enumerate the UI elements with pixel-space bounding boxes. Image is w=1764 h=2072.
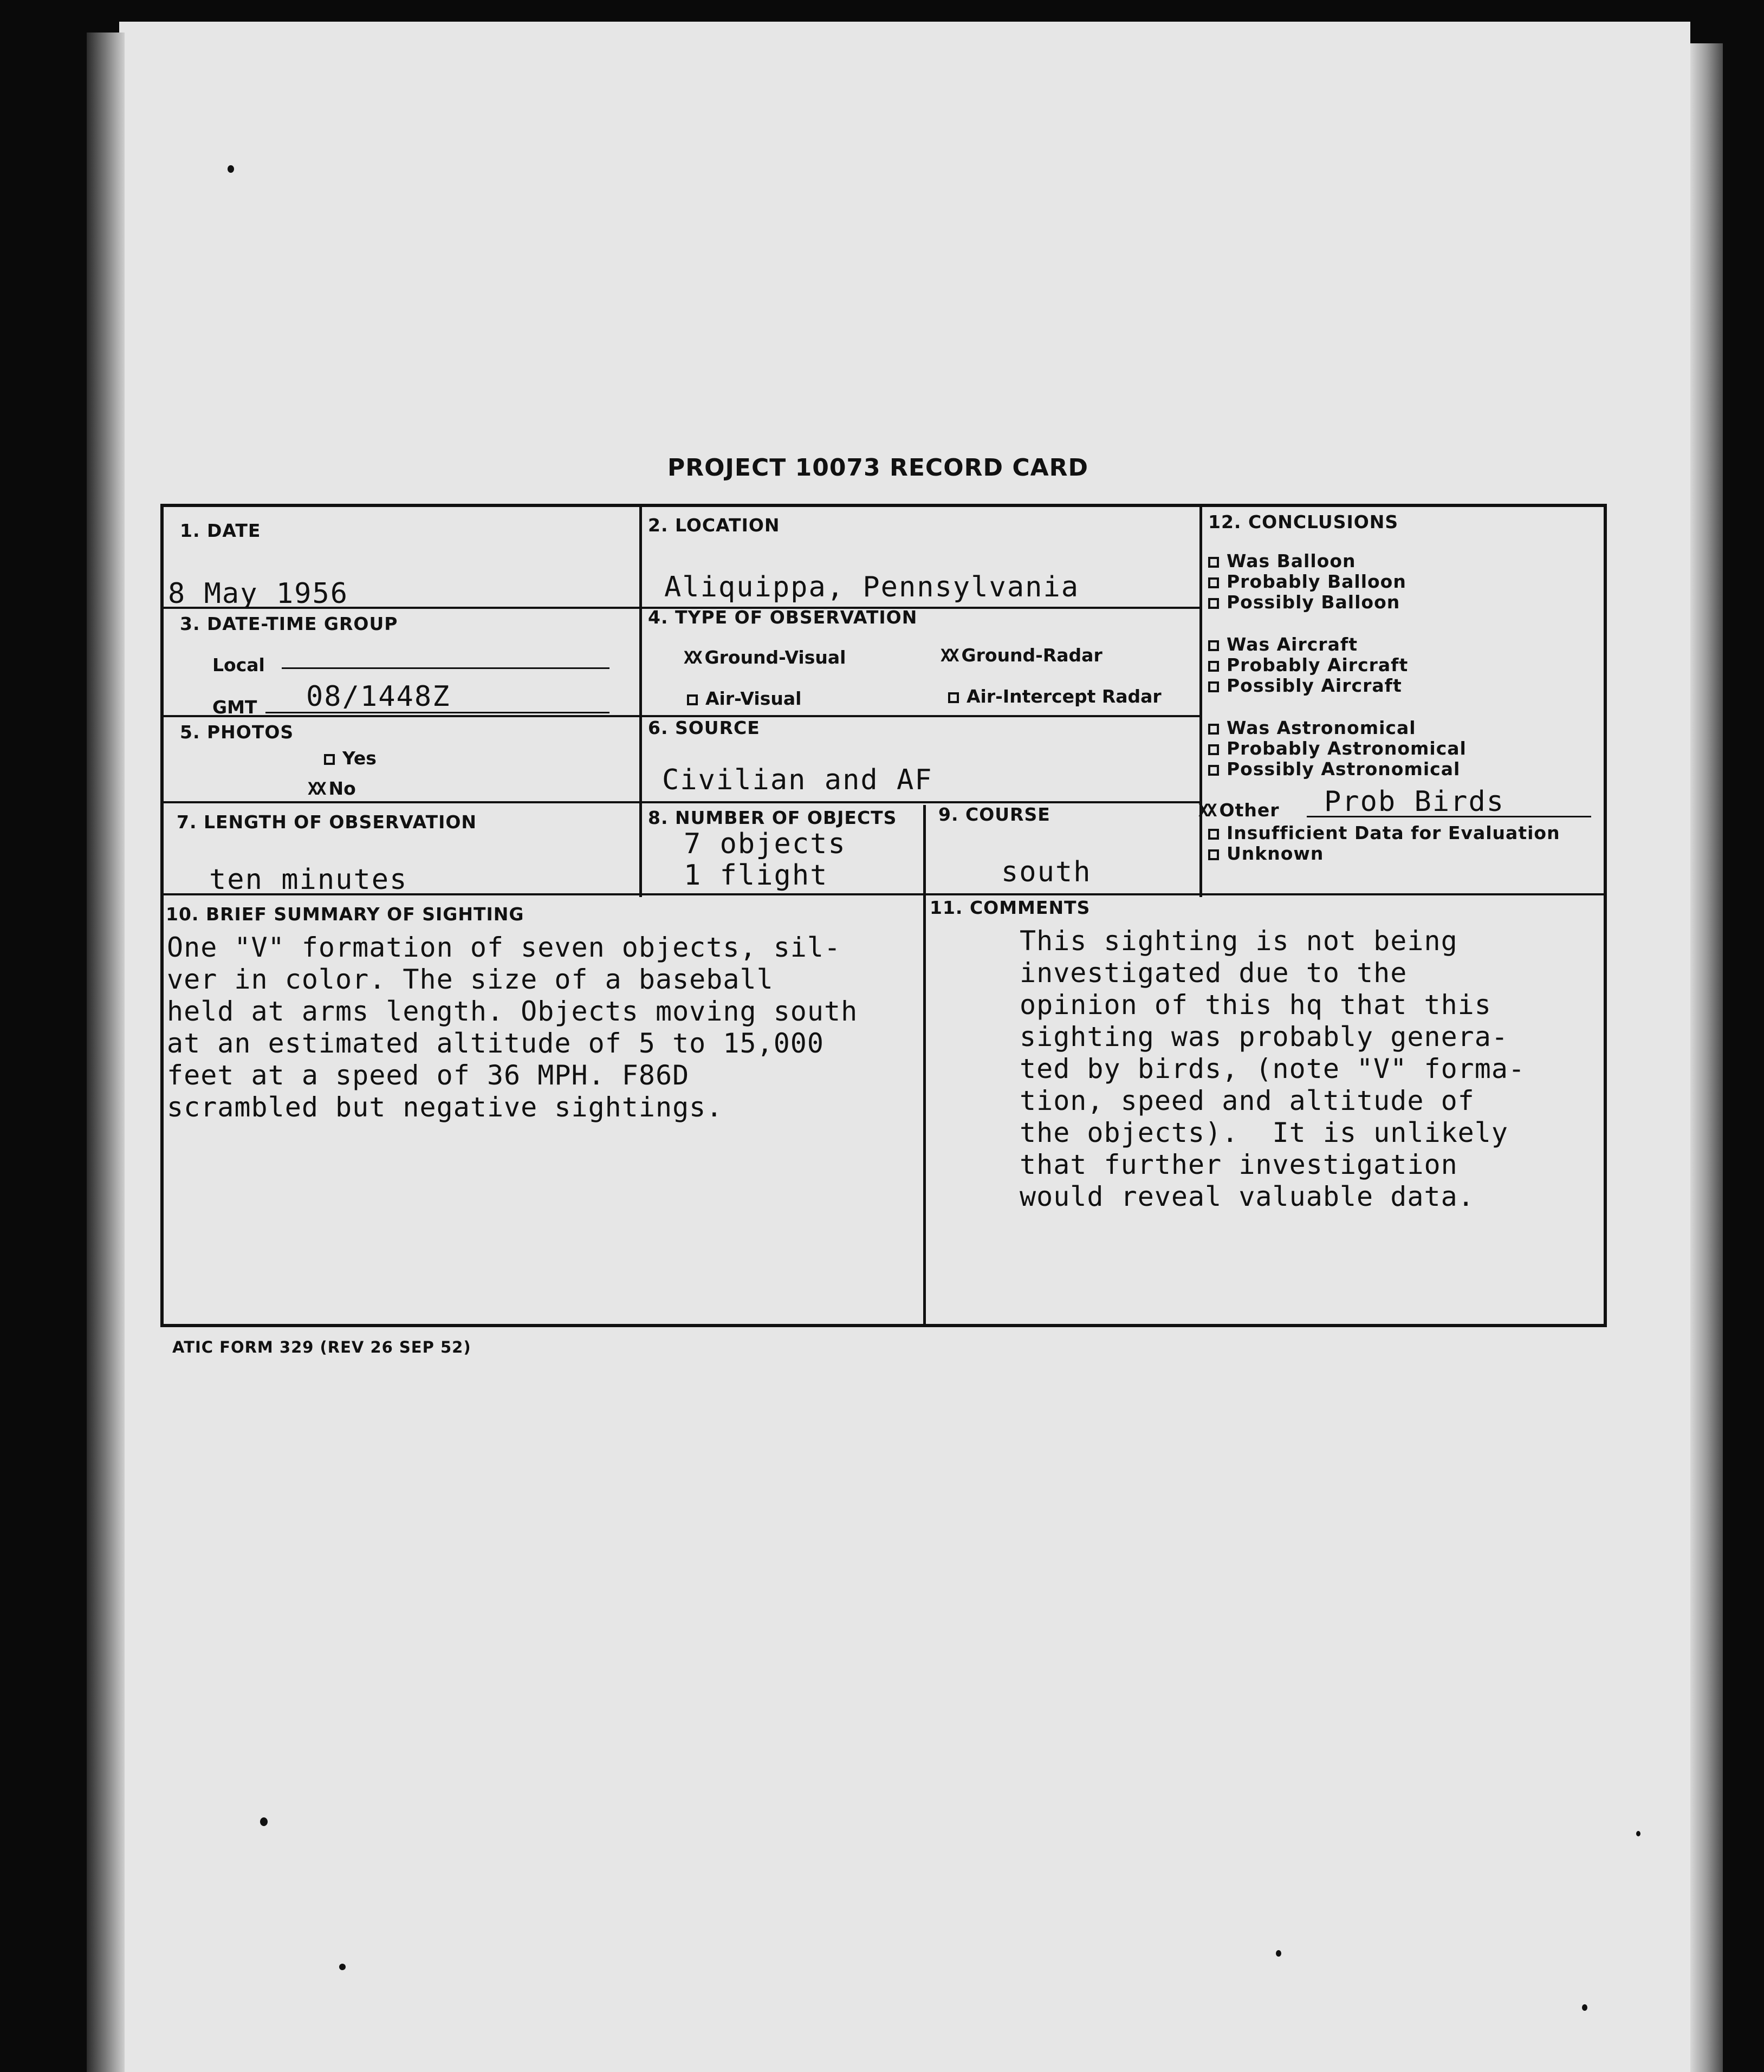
summary-text: One "V" formation of seven objects, sil- ver in color. The size of a baseball held at arms length. Objects moving south at an estimated altitude of 5 to 15,000 feet at a speed of 36 MPH. F86D scrambled but negative sightings. [167,932,858,1123]
possibly-balloon-option: Possibly Balloon [1208,592,1400,613]
insufficient-option: Insufficient Data for Evaluation [1208,822,1560,843]
objects-value-1: 7 objects [684,828,846,860]
ground-radar-mark: XX [941,645,957,666]
checkbox [1208,765,1219,776]
photos-yes-text: Yes [342,748,377,769]
other-option: XX Other [1198,800,1280,821]
air-visual-checkbox [687,694,698,705]
length-value: ten minutes [209,863,408,896]
photos-no-option [308,778,356,799]
source-value: Civilian and AF [662,764,933,796]
photos-label: 5. PHOTOS [180,722,294,743]
checkbox [1208,744,1219,755]
length-label: 7. LENGTH OF OBSERVATION [177,811,477,833]
ground-visual-option [684,647,846,668]
speck [1636,1831,1640,1836]
summary-label: 10. BRIEF SUMMARY OF SIGHTING [166,904,524,925]
course-value: south [1001,856,1092,888]
probably-astronomical-option: Probably Astronomical [1208,738,1467,759]
checkbox [1208,640,1219,651]
air-intercept-checkbox [948,692,959,703]
page-shadow-left [87,33,125,2072]
checkbox [1208,849,1219,860]
objects-value-2: 1 flight [684,859,828,892]
probably-aircraft-option: Probably Aircraft [1208,654,1408,675]
date-value: 8 May 1956 [168,577,349,610]
speck [339,1964,346,1970]
checkbox [1208,598,1219,609]
card-title: PROJECT 10073 RECORD CARD [667,454,1089,482]
speck [228,165,234,173]
other-value: Prob Birds [1324,785,1505,818]
comments-text: This sighting is not being investigated due to the opinion of this hq that this sighting was probably genera- ted by birds, (note "V" forma- tion, speed and altitude of the objects). It is unlikely that further investigation would reveal valuable data. [1020,925,1526,1212]
divider [639,507,642,897]
divider [164,801,1199,803]
unknown-option: Unknown [1208,843,1324,864]
speck [1276,1950,1281,1957]
possibly-aircraft-option: Possibly Aircraft [1208,675,1402,696]
checkbox [1208,661,1219,672]
photos-yes-checkbox [324,754,335,765]
location-value: Aliquippa, Pennsylvania [664,571,1080,603]
photos-no-text: No [328,778,356,799]
objects-label: 8. NUMBER OF OBJECTS [648,807,897,828]
location-label: 2. LOCATION [648,515,780,536]
was-astronomical-option: Was Astronomical [1208,717,1416,738]
was-balloon-option: Was Balloon [1208,550,1356,571]
possibly-astronomical-option: Possibly Astronomical [1208,758,1460,780]
checkbox [1208,724,1219,735]
local-underline [282,667,609,669]
speck [1582,2004,1587,2011]
ground-radar-option [941,645,1102,666]
form-number: ATIC FORM 329 (REV 26 SEP 52) [172,1338,471,1356]
photos-yes-option [324,748,377,769]
ground-radar-text: Ground-Radar [961,645,1102,666]
type-label: 4. TYPE OF OBSERVATION [648,607,918,628]
local-label: Local [212,654,265,675]
gmt-value: 08/1448Z [306,680,451,713]
air-intercept-option [948,686,1162,707]
course-label: 9. COURSE [938,804,1050,825]
photos-no-mark: XX [308,778,325,799]
air-intercept-text: Air-Intercept Radar [967,686,1162,707]
divider [1199,507,1202,897]
dtg-label: 3. DATE-TIME GROUP [180,613,398,634]
other-mark: XX [1198,800,1215,821]
gmt-label: GMT [212,697,257,718]
air-visual-text: Air-Visual [705,688,802,709]
checkbox [1208,577,1219,588]
comments-label: 11. COMMENTS [930,897,1091,918]
checkbox [1208,557,1219,568]
page-shadow-right [1690,43,1723,2072]
divider [923,805,926,1327]
checkbox [1208,829,1219,840]
ground-visual-text: Ground-Visual [704,647,846,668]
date-label: 1. DATE [180,520,261,541]
speck [260,1817,268,1826]
checkbox [1208,681,1219,692]
source-label: 6. SOURCE [648,717,760,738]
air-visual-option [687,688,801,709]
ground-visual-mark: XX [684,647,701,668]
was-aircraft-option: Was Aircraft [1208,634,1358,655]
probably-balloon-option: Probably Balloon [1208,571,1406,592]
conclusions-label: 12. CONCLUSIONS [1208,511,1399,532]
